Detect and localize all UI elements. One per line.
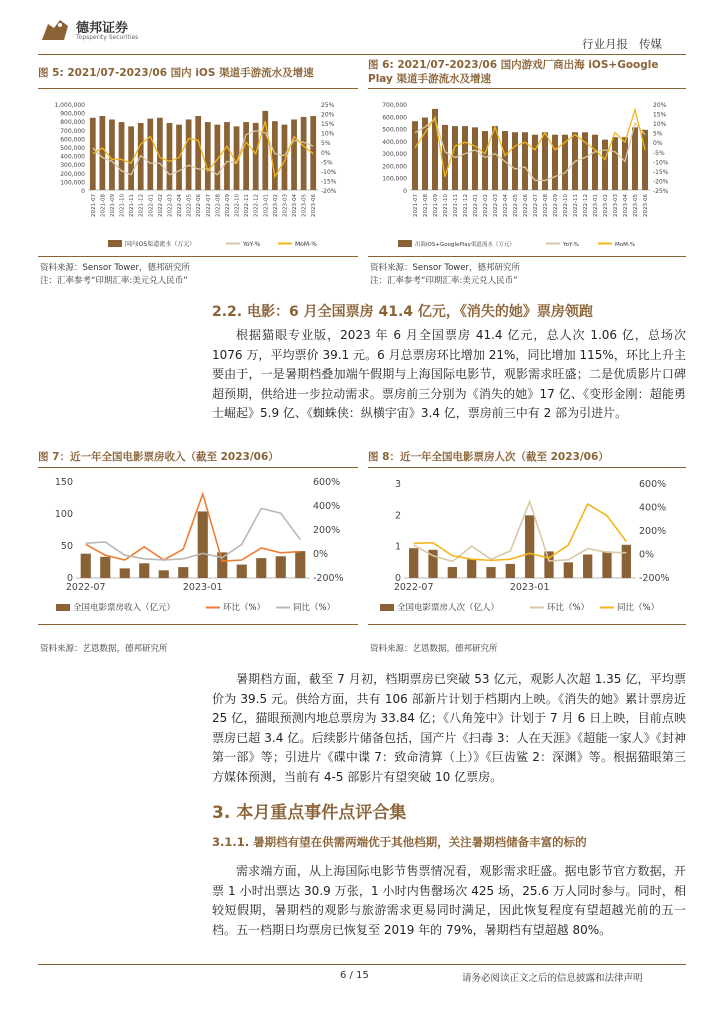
header-report-type bbox=[582, 36, 662, 52]
section-3-1-1-heading: 3.1.1. 暑期档有望在供需两端优于其他档期，关注暑期档储备丰富的标的 bbox=[212, 835, 587, 849]
y-right-tick-label: -25% bbox=[653, 188, 669, 195]
fig6-source: 资料来源：Sensor Tower，德邦研究所 bbox=[370, 263, 520, 273]
x-tick-label: 2023-04 bbox=[623, 194, 629, 217]
bar bbox=[564, 562, 573, 578]
x-tick-label: 2021-09 bbox=[433, 194, 439, 217]
x-tick-label: 2023-03 bbox=[613, 194, 619, 217]
bar bbox=[592, 135, 598, 190]
bar bbox=[409, 548, 418, 578]
fig5-title-rule bbox=[38, 88, 358, 89]
bar bbox=[276, 556, 286, 578]
y-left-tick-label: 400,000 bbox=[60, 153, 85, 161]
industry-text: 传媒 bbox=[638, 37, 662, 51]
fig5-note: 注：汇率参考“印期汇率:美元兑人民币” bbox=[40, 276, 188, 286]
x-tick-label: 2023-05 bbox=[633, 194, 639, 217]
x-tick-label: 2023-02 bbox=[272, 194, 279, 217]
y-left-tick-label: 50 bbox=[60, 541, 73, 552]
x-tick-label: 2022-01 bbox=[473, 194, 479, 217]
y-right-tick-label: 600% bbox=[313, 477, 341, 488]
footer-page-number: 6 / 15 bbox=[340, 970, 369, 981]
section-2-2-paragraph: 根据猫眼专业版，2023 年 6 月全国票房 41.4 亿元，总人次 1.06 亿，总场次 1076 万，平均票价 39.1 元。6 月总票房环比增加 21%，同比增加 115%，环比上升主要由于，一是暑期档叠加端午假期与上海国际电影节，观影需求旺盛；二是优质影片口碑超预期，供给进一步拉动需求。票房前三分别为《消失的她》17 亿、《变形金刚：超能勇士崛起》5.9 亿、《蜘蛛侠：纵横宇宙》3.4 亿，票房前三中有 2 部为引进片。 bbox=[212, 328, 686, 420]
section-3-1-1-paragraph: 需求端方面，从上海国际电影节售票情况看，观影需求旺盛。据电影节官方数据，开票 1 小时出票达 30.9 万张，1 小时内售罄场次 425 场，25.6 万人同时参与。同时，相较短假期，暑期档的观影与旅游需求更易同时满足，因此恢复程度有望超越光前的五一档。五一档期日均票房已恢复至 2019 年的 79%，暑期档有望超越 80%。 bbox=[212, 864, 686, 937]
y-left-tick-label: 100,000 bbox=[60, 179, 85, 187]
legend-label: 全国电影票房人次（亿人） bbox=[397, 603, 500, 613]
header-brand-cn: 德邦证券 bbox=[76, 21, 129, 36]
y-left-tick-label: 100 bbox=[54, 509, 73, 520]
y-left-tick-label: 500,000 bbox=[382, 126, 407, 134]
x-tick-label: 2021-10 bbox=[443, 194, 449, 217]
x-tick-label: 2022-12 bbox=[583, 194, 589, 217]
x-tick-label: 2023-05 bbox=[301, 194, 308, 217]
x-tick-label: 2021-12 bbox=[463, 194, 469, 217]
bar bbox=[81, 554, 91, 578]
y-right-tick-label: 20% bbox=[653, 102, 667, 109]
fig5-chart bbox=[38, 92, 358, 254]
y-left-tick-label: 3 bbox=[394, 479, 401, 490]
header-rule bbox=[38, 54, 686, 55]
bar bbox=[224, 122, 230, 190]
bar bbox=[198, 511, 208, 578]
y-right-tick-label: 400% bbox=[313, 501, 341, 512]
bar bbox=[90, 118, 96, 190]
section-3-heading: 3. 本月重点事件点评合集 bbox=[212, 803, 407, 823]
legend-label: YoY-% bbox=[243, 241, 261, 248]
y-left-tick-label: 1,000,000 bbox=[54, 102, 85, 109]
bar bbox=[291, 119, 297, 190]
footer-disclaimer: 请务必阅读正文之后的信息披露和法律声明 bbox=[462, 973, 643, 984]
y-left-tick-label: 0 bbox=[394, 573, 401, 584]
y-right-tick-label: 25% bbox=[321, 102, 335, 109]
y-left-tick-label: 900,000 bbox=[60, 110, 85, 118]
x-tick-label: 2022-10 bbox=[234, 194, 241, 217]
x-tick-label: 2023-06 bbox=[311, 194, 318, 217]
bar bbox=[525, 515, 534, 578]
x-tick-label: 2022-06 bbox=[196, 194, 203, 217]
bar bbox=[532, 135, 538, 190]
section-2-2-heading: 2.2. 电影：6 月全国票房 41.4 亿元，《消失的她》票房领跑 bbox=[212, 304, 593, 320]
x-tick-label: 2022-05 bbox=[186, 194, 193, 217]
x-tick-label: 2022-09 bbox=[553, 194, 559, 217]
summer-paragraph: 暑期档方面，截至 7 月初，档期票房已突破 53 亿元，观影人次超 1.35 亿，平均票价为 39.5 元。供给方面，共有 106 部新片计划于档期内上映。《消失的她》累计票房近 25 亿，猫眼预测内地总票房为 33.84 亿；《八角笼中》计划于 7 月 6 日上映，目前点映票房已超 3.4 亿。后续影片储备包括，国产片《扫毒 3：人在天涯》《超能一家人》《封神第一部》等；引进片《碟中谍 7：致命清算（上）》《巨齿鲨 2：深渊》等。根据猫眼第三方媒体预测，当前有 4-5 部影片有望突破 10 亿票房。 bbox=[212, 672, 686, 784]
x-tick-label: 2022-07 bbox=[205, 194, 212, 217]
bar bbox=[243, 122, 249, 190]
y-right-tick-label: 10% bbox=[653, 121, 667, 129]
bar bbox=[472, 127, 478, 190]
x-tick-label: 2022-07 bbox=[533, 194, 539, 217]
y-right-tick-label: -5% bbox=[321, 159, 333, 167]
fig8-bottom-rule bbox=[368, 624, 686, 625]
y-right-tick-label: -20% bbox=[321, 188, 337, 195]
y-right-tick-label: 400% bbox=[639, 502, 667, 514]
y-left-tick-label: 200,000 bbox=[60, 170, 85, 178]
legend-label: 出海iOS+GooglePlay渠道流水（万元） bbox=[415, 242, 515, 248]
fig5-bottom-rule bbox=[38, 256, 358, 257]
legend-label: 同比（%） bbox=[617, 603, 660, 613]
legend-label: 全国电影票房收入（亿元） bbox=[73, 603, 176, 613]
series-line-2 bbox=[93, 121, 313, 176]
y-left-tick-label: 0 bbox=[66, 573, 73, 584]
y-right-tick-label: -15% bbox=[653, 168, 669, 176]
x-tick-label: 2023-01 bbox=[593, 194, 599, 217]
x-tick-label: 2022-09 bbox=[224, 194, 231, 217]
y-right-tick-label: -5% bbox=[653, 149, 665, 157]
y-left-tick-label: 300,000 bbox=[382, 151, 407, 159]
bar bbox=[195, 116, 201, 190]
y-right-tick-label: 20% bbox=[321, 111, 335, 119]
bar bbox=[612, 137, 618, 190]
bar bbox=[147, 119, 153, 190]
x-tick-label: 2021-09 bbox=[109, 194, 116, 217]
fig7-chart bbox=[38, 472, 358, 620]
x-tick-label: 2022-08 bbox=[215, 194, 222, 217]
y-left-tick-label: 500,000 bbox=[60, 145, 85, 152]
bar bbox=[512, 132, 518, 190]
x-tick-label: 2023-06 bbox=[643, 194, 649, 217]
bar bbox=[100, 116, 106, 190]
bar bbox=[492, 126, 498, 190]
report-type-text: 行业月报 bbox=[582, 37, 628, 51]
bar bbox=[295, 551, 305, 578]
bar bbox=[583, 555, 592, 579]
legend-label: MoM-% bbox=[615, 242, 636, 248]
y-right-tick-label: 5% bbox=[653, 130, 663, 138]
bar bbox=[100, 557, 110, 578]
x-tick-label: 2023-01 bbox=[263, 194, 270, 217]
series-line-2 bbox=[86, 508, 301, 560]
x-tick-label: 2022-12 bbox=[253, 194, 260, 217]
fig8-title-rule bbox=[368, 467, 686, 468]
x-tick-label: 2022-03 bbox=[493, 194, 499, 217]
fig6-bottom-rule bbox=[368, 256, 686, 257]
x-tick-label: 2021-11 bbox=[129, 194, 136, 217]
y-left-tick-label: 800,000 bbox=[60, 119, 85, 127]
fig8-chart bbox=[368, 472, 686, 620]
bar bbox=[178, 567, 188, 578]
x-tick-label: 2023-02 bbox=[603, 194, 609, 217]
y-left-tick-label: 300,000 bbox=[60, 162, 85, 170]
y-right-tick-label: -20% bbox=[653, 178, 669, 186]
y-left-tick-label: 600,000 bbox=[60, 136, 85, 144]
bar bbox=[506, 564, 515, 578]
x-tick-label: 2021-08 bbox=[100, 194, 107, 217]
y-right-tick-label: 10% bbox=[321, 130, 335, 138]
x-tick-label: 2022-04 bbox=[177, 194, 184, 217]
fig7-source: 资料来源：艺恩数据，德邦研究所 bbox=[40, 644, 168, 654]
y-right-tick-label: 5% bbox=[321, 140, 331, 148]
bar bbox=[159, 570, 169, 578]
bar bbox=[167, 123, 173, 190]
header-logo bbox=[38, 14, 72, 46]
y-right-tick-label: -10% bbox=[321, 168, 337, 176]
fig5-title: 图 5: 2021/07-2023/06 国内 iOS 渠道手游流水及增速 bbox=[38, 67, 314, 79]
y-left-tick-label: 200,000 bbox=[382, 163, 407, 171]
bar bbox=[552, 135, 558, 190]
bar bbox=[602, 140, 608, 190]
series-line-1 bbox=[415, 119, 645, 180]
y-right-tick-label: 0% bbox=[639, 549, 655, 561]
x-tick-label: 2022-06 bbox=[523, 194, 529, 217]
x-tick-label: 2021-10 bbox=[119, 194, 126, 217]
bar bbox=[602, 551, 611, 578]
bar bbox=[467, 559, 476, 578]
fig6-title: 图 6: 2021/07-2023/06 国内游戏厂商出海 iOS+Google Play 渠道手游流水及增速 bbox=[368, 59, 659, 85]
series-line-1 bbox=[414, 502, 627, 562]
bar bbox=[256, 558, 266, 578]
y-right-tick-label: 15% bbox=[653, 111, 667, 119]
y-left-tick-label: 700,000 bbox=[382, 102, 407, 109]
fig7-title-rule bbox=[38, 467, 358, 468]
legend-label: YoY-% bbox=[563, 242, 579, 248]
legend-label: 同比（%） bbox=[293, 603, 336, 613]
fig6-title-rule bbox=[368, 88, 686, 89]
bar bbox=[253, 123, 259, 190]
x-tick-label: 2022-02 bbox=[483, 194, 489, 217]
x-tick-label: 2022-11 bbox=[244, 194, 251, 217]
bar bbox=[119, 122, 125, 190]
x-tick-label: 2022-07 bbox=[393, 582, 434, 593]
bar bbox=[542, 132, 548, 190]
bar bbox=[622, 545, 631, 578]
y-left-tick-label: 700,000 bbox=[60, 127, 85, 135]
fig5-source: 资料来源：Sensor Tower，德邦研究所 bbox=[40, 263, 190, 273]
legend-swatch-bar bbox=[398, 240, 412, 247]
x-tick-label: 2022-04 bbox=[503, 194, 509, 217]
bar bbox=[272, 121, 278, 190]
bar bbox=[109, 119, 115, 190]
legend-label: MoM-% bbox=[295, 241, 317, 248]
x-tick-label: 2021-08 bbox=[423, 194, 429, 217]
x-tick-label: 2022-02 bbox=[157, 194, 164, 217]
legend-swatch-bar bbox=[108, 240, 122, 247]
bar bbox=[522, 132, 528, 190]
y-right-tick-label: 0% bbox=[653, 140, 663, 148]
company-logo-icon bbox=[38, 14, 72, 46]
bar bbox=[448, 567, 457, 578]
x-tick-label: 2023-01 bbox=[509, 582, 550, 593]
y-right-tick-label: -15% bbox=[321, 178, 337, 186]
series-line-2 bbox=[415, 110, 645, 177]
y-left-tick-label: 0 bbox=[81, 188, 85, 195]
bar bbox=[486, 567, 495, 578]
bar bbox=[120, 568, 130, 578]
fig7-bottom-rule bbox=[38, 624, 358, 625]
series-line-2 bbox=[414, 504, 627, 560]
fig8-source: 资料来源：艺恩数据，德邦研究所 bbox=[370, 644, 498, 654]
fig7-title: 图 7：近一年全国电影票房收入（截至 2023/06） bbox=[38, 451, 279, 463]
footer-rule bbox=[38, 964, 686, 965]
x-tick-label: 2023-04 bbox=[292, 194, 299, 217]
x-tick-label: 2023-01 bbox=[182, 582, 223, 593]
y-right-tick-label: 600% bbox=[639, 479, 667, 490]
fig6-note: 注：汇率参考“印期汇率:美元兑人民币” bbox=[370, 276, 518, 286]
x-tick-label: 2022-01 bbox=[148, 194, 155, 217]
y-left-tick-label: 1 bbox=[394, 541, 401, 553]
y-right-tick-label: -200% bbox=[639, 573, 670, 584]
bar bbox=[205, 122, 211, 190]
fig8-title: 图 8：近一年全国电影票房人次（截至 2023/06） bbox=[368, 451, 609, 463]
y-left-tick-label: 100,000 bbox=[382, 175, 407, 183]
legend-swatch-bar bbox=[380, 604, 394, 611]
bar bbox=[186, 119, 192, 190]
bar bbox=[622, 137, 628, 190]
y-right-tick-label: 0% bbox=[313, 549, 329, 560]
y-right-tick-label: -10% bbox=[653, 159, 669, 167]
x-tick-label: 2022-10 bbox=[563, 194, 569, 217]
x-tick-label: 2022-03 bbox=[167, 194, 174, 217]
x-tick-label: 2021-07 bbox=[413, 194, 419, 217]
y-left-tick-label: 600,000 bbox=[382, 114, 407, 122]
legend-swatch-bar bbox=[56, 604, 70, 611]
bar bbox=[482, 131, 488, 190]
bar bbox=[442, 125, 448, 190]
header-brand-en: Topsperity Securities bbox=[76, 34, 139, 41]
y-left-tick-label: 0 bbox=[403, 188, 407, 195]
y-right-tick-label: 15% bbox=[321, 121, 335, 129]
x-tick-label: 2023-03 bbox=[282, 193, 289, 217]
y-left-tick-label: 150 bbox=[54, 477, 73, 488]
y-left-tick-label: 2 bbox=[394, 510, 401, 522]
bar bbox=[139, 563, 149, 578]
x-tick-label: 2022-11 bbox=[573, 194, 579, 217]
bar bbox=[237, 565, 247, 578]
y-right-tick-label: 0% bbox=[321, 149, 331, 157]
bar bbox=[301, 117, 307, 190]
x-tick-label: 2022-05 bbox=[513, 194, 519, 217]
bar bbox=[462, 126, 468, 190]
x-tick-label: 2022-07 bbox=[65, 582, 106, 593]
x-tick-label: 2022-08 bbox=[543, 194, 549, 217]
x-tick-label: 2021-12 bbox=[138, 194, 145, 217]
y-right-tick-label: 200% bbox=[639, 526, 667, 537]
legend-label: 国内iOS渠道流水（万元） bbox=[125, 241, 196, 248]
legend-label: 环比（%） bbox=[547, 603, 590, 613]
y-right-tick-label: 200% bbox=[313, 525, 341, 536]
x-tick-label: 2021-07 bbox=[90, 194, 97, 217]
y-right-tick-label: -200% bbox=[313, 573, 344, 584]
legend-label: 环比（%） bbox=[223, 603, 266, 613]
y-left-tick-label: 400,000 bbox=[382, 138, 407, 146]
fig6-chart bbox=[368, 92, 686, 254]
x-tick-label: 2021-11 bbox=[453, 194, 459, 217]
bar bbox=[632, 127, 638, 190]
